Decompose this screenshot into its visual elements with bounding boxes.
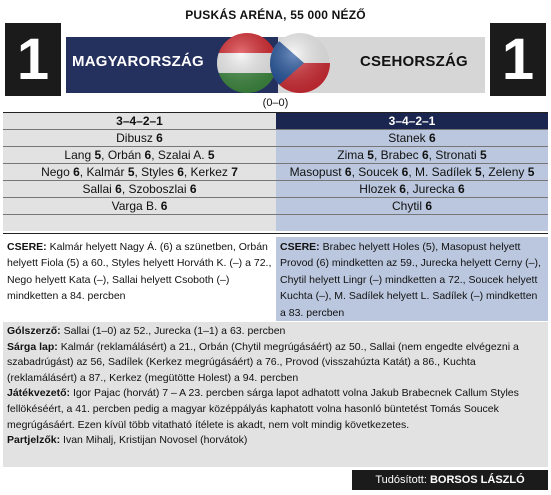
assistants-line — [7, 433, 544, 449]
goals-line — [7, 324, 544, 340]
player-rating: 5 — [527, 165, 535, 179]
player-rating: 5 — [127, 165, 135, 179]
hungary-flag-icon — [217, 33, 277, 93]
away-line-5 — [276, 198, 548, 215]
player-name: Soucek — [358, 165, 402, 179]
away-line-3: Masopust 6, Soucek 6, M. Sadílek 5, Zeleny 5 — [276, 164, 548, 181]
player-name: Szalai A. — [157, 148, 208, 162]
halftime-score: (0–0) — [262, 97, 289, 109]
player-name: Chytil — [391, 199, 426, 213]
player-name: Orbán — [107, 148, 145, 162]
player-name: Zima — [337, 148, 368, 162]
referee-line — [7, 386, 544, 433]
player-rating: 7 — [231, 165, 238, 179]
player-rating: 5 — [475, 165, 482, 179]
away-team-name: CSEHORSZÁG — [360, 53, 468, 70]
player-name: Szoboszlai — [128, 182, 190, 196]
away-subs-text: Brabec helyett Holes (5), Masopust helyett Provod (6) mindketten az 59., Jurecka helyett Cerny (–), Chytil helyett Lingr (–) mindketten a 72., Soucek helyett Kuchta (–), M. Sadílek helyett L. Sadílek (–) mindketten a 83. percben — [280, 241, 541, 319]
home-line-4: Sallai 6, Szoboszlai 6 — [3, 181, 276, 198]
yellow-cards-line — [7, 340, 544, 387]
player-name: Brabec — [380, 148, 422, 162]
away-score: 1 — [490, 23, 546, 96]
player-name: Dibusz — [116, 131, 157, 145]
goals-label: Gólszerző: — [7, 325, 61, 337]
player-rating: 6 — [425, 199, 433, 213]
venue-line: PUSKÁS ARÉNA, 55 000 NÉZŐ — [185, 8, 366, 22]
player-rating: 6 — [421, 148, 429, 162]
away-line-2: Zima 5, Brabec 6, Stronati 5 — [276, 147, 548, 164]
player-rating: 6 — [177, 165, 184, 179]
player-rating: 6 — [156, 131, 163, 145]
player-rating: 6 — [458, 182, 465, 196]
goals-text: Sallai (1–0) az 52., Jurecka (1–1) a 63. percben — [63, 325, 286, 337]
player-rating: 6 — [429, 131, 436, 145]
player-rating: 6 — [144, 148, 152, 162]
player-rating: 6 — [344, 165, 352, 179]
assistants-text: Ivan Mihalj, Kristijan Novosel (horvátok) — [63, 434, 248, 447]
away-line-4: Hlozek 6, Jurecka 6 — [276, 181, 548, 198]
away-lineup — [276, 112, 548, 231]
home-line-5 — [3, 198, 276, 215]
assistants-label: Partjelzők: — [7, 434, 61, 447]
referee-text: Igor Pajac (horvát) 7 – A 23. percben sárga lapot adhatott volna Jakub Brabecnek Callum Styles fellökéséért, a 41. percben pedig a magyar középpályás kaphatott volna hasonló büntetést Tomás Soucek megrúgásáért. Ezen kívül több vitatható ítélete is akadt, nem volt mindig következetes. — [7, 387, 519, 431]
player-rating: 5 — [207, 148, 215, 162]
player-rating: 6 — [401, 165, 409, 179]
player-name: Hlozek — [359, 182, 400, 196]
away-substitutions — [276, 237, 548, 321]
player-rating: 6 — [399, 182, 406, 196]
home-formation: 3–4–2–1 — [3, 113, 276, 130]
yellow-cards-text: Kalmár (reklamálásért) a 21., Orbán (Chytil megrúgásáért) az 50., Sallai (nem engedte elvégezni a szabadrúgást) az 56, Sadílek (Kerkez megrúgásáért) a 76., Provod (visszahúzta Katát) a 86., Kuchta (reklamálásért) a 87., Kerkez (megütötte Holest) a 94. percben — [7, 340, 519, 384]
away-formation: 3–4–2–1 — [276, 113, 548, 130]
player-name: Zeleny — [488, 165, 528, 179]
player-rating: 6 — [189, 182, 197, 196]
home-substitutions — [3, 237, 276, 321]
player-name: Sallai — [82, 182, 116, 196]
player-rating: 5 — [480, 148, 487, 162]
player-name: M. Sadílek — [415, 165, 476, 179]
czech-flag-icon — [270, 33, 330, 93]
player-rating: 5 — [94, 148, 102, 162]
home-line-1 — [3, 130, 276, 147]
home-score: 1 — [5, 23, 61, 96]
home-subs-text: Kalmár helyett Nagy Á. (6) a szünetben, Orbán helyett Fiola (5) a 60., Styles helyett Horváth K. (–) a 72., Nego helyett Kata (–), Sallai helyett Csoboth (–) mindketten a 84. percben — [7, 241, 272, 303]
home-team-name: MAGYARORSZÁG — [72, 53, 204, 70]
player-rating: 6 — [115, 182, 122, 196]
reporter-name: BORSOS LÁSZLÓ — [429, 474, 525, 486]
home-line-3: Nego 6, Kalmár 5, Styles 6, Kerkez 7 — [3, 164, 276, 181]
player-name: Jurecka — [412, 182, 459, 196]
player-name: Kerkez — [190, 165, 232, 179]
match-details — [3, 322, 548, 467]
player-rating: 6 — [73, 165, 80, 179]
player-name: Stronati — [435, 148, 481, 162]
reporter-credit — [352, 470, 548, 490]
home-lineup — [3, 112, 276, 231]
yellow-cards-label: Sárga lap: — [7, 340, 58, 353]
player-name: Masopust — [289, 165, 345, 179]
referee-label: Játékvezető: — [7, 387, 71, 400]
away-subs-label: CSERE: — [280, 241, 320, 253]
player-name: Stanek — [388, 131, 429, 145]
reporter-label: Tudósított: — [375, 474, 427, 486]
home-line-2: Lang 5, Orbán 6, Szalai A. 5 — [3, 147, 276, 164]
divider — [3, 233, 548, 234]
player-name: Styles — [141, 165, 178, 179]
player-name: Varga B. — [111, 199, 161, 213]
player-rating: 6 — [160, 199, 168, 213]
player-name: Nego — [41, 165, 74, 179]
player-name: Lang — [64, 148, 95, 162]
player-name: Kalmár — [86, 165, 128, 179]
home-subs-label: CSERE: — [7, 241, 47, 253]
player-rating: 5 — [367, 148, 374, 162]
away-line-1 — [276, 130, 548, 147]
